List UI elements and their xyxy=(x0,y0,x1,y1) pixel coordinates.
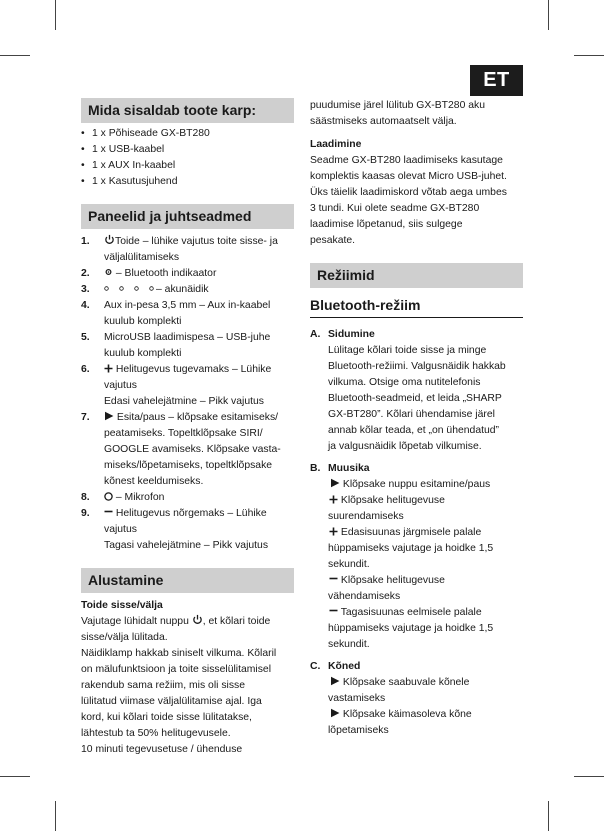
body-text: hüppamiseks vajutage ja hoidke 1,5 xyxy=(328,623,494,634)
item-text: – Mikrofon xyxy=(115,492,165,503)
play-icon xyxy=(330,478,340,488)
language-badge: ET xyxy=(470,65,523,96)
body-text: sisse/välja lülitada. xyxy=(81,632,168,643)
item-text: Helitugevus nõrgemaks – Lühike xyxy=(115,508,267,519)
plus-icon xyxy=(104,364,113,373)
body-text: Näidiklamp hakkab siniselt vilkuma. Kõlaril xyxy=(81,648,277,659)
play-icon xyxy=(104,411,114,421)
power-subheading: Toide sisse/välja xyxy=(81,600,163,611)
dot-icon xyxy=(104,286,109,291)
item-text: peatamiseks. Topeltklõpsake SIRI/ xyxy=(104,428,263,439)
left-column xyxy=(81,98,294,758)
item-text: GOOGLE avamiseks. Klõpsake vasta- xyxy=(104,444,281,455)
panels-heading: Paneelid ja juhtseadmed xyxy=(81,204,294,229)
crop-mark xyxy=(55,0,56,30)
list-item xyxy=(81,330,294,362)
list-item xyxy=(81,506,294,554)
list-item xyxy=(81,362,294,410)
item-text: MicroUSB laadimispesa – USB-juhe xyxy=(104,332,271,343)
dot-icon xyxy=(149,286,154,291)
calls-subheading: Kõned xyxy=(328,661,361,672)
item-text: – Bluetooth indikaator xyxy=(115,268,217,279)
body-text: vähendamiseks xyxy=(328,591,401,602)
body-text: vastamiseks xyxy=(328,693,386,704)
minus-icon xyxy=(104,507,113,516)
charging-subheading: Laadimine xyxy=(310,139,362,150)
body-text: 10 minuti tegevusetuse / ühenduse xyxy=(81,744,243,755)
battery-dots-icon xyxy=(104,284,156,295)
body-text: Üks täielik laadimiskord võtab aega umbes xyxy=(310,187,507,198)
body-text: ja valgusnäidik lõpetab vilkumise. xyxy=(328,441,482,452)
body-text: pesakate. xyxy=(310,235,356,246)
item-text: kuulub komplekti xyxy=(104,348,182,359)
body-text: lõpetamiseks xyxy=(328,725,389,736)
body-text: , et kõlari toide xyxy=(202,616,271,627)
list-item: • 1 x Kasutusjuhend xyxy=(81,174,294,190)
play-icon xyxy=(330,676,340,686)
charging-section xyxy=(310,137,523,249)
item-text: kuulub komplekti xyxy=(104,316,182,327)
body-text: Seadme GX-BT280 laadimiseks kasutage xyxy=(310,155,503,166)
body-text: annab kõlar teada, et „on ühendatud” xyxy=(328,425,499,436)
minus-icon xyxy=(329,606,338,615)
play-icon xyxy=(330,708,340,718)
dot-icon xyxy=(119,286,124,291)
item-text: vajutus xyxy=(104,524,137,535)
pairing-subheading: Sidumine xyxy=(328,329,375,340)
crop-mark xyxy=(548,801,549,831)
minus-icon xyxy=(329,574,338,583)
item-number: 2. xyxy=(81,268,90,279)
crop-mark xyxy=(0,55,30,56)
plus-icon xyxy=(329,495,338,504)
crop-mark xyxy=(0,776,30,777)
plus-icon xyxy=(329,527,338,536)
power-section xyxy=(81,598,294,758)
crop-mark xyxy=(574,776,604,777)
list-item xyxy=(310,327,523,455)
power-icon xyxy=(104,234,115,245)
list-item: • 1 x Põhiseade GX-BT280 xyxy=(81,126,294,142)
body-text: kord, kui kõlari toide sisse lülitatakse, xyxy=(81,712,252,723)
body-text: säästmiseks automaatselt välja. xyxy=(310,116,457,127)
body-text: Klõpsake käimasoleva kõne xyxy=(342,709,472,720)
item-text: Esita/paus – klõpsake esitamiseks/ xyxy=(116,412,279,423)
list-item: • 1 x AUX In-kaabel xyxy=(81,158,294,174)
item-text: Tagasi vahelejätmine – Pikk vajutus xyxy=(104,540,269,551)
item-number: 9. xyxy=(81,508,90,519)
body-text: sekundit. xyxy=(328,559,370,570)
item-text: Toide – lühike vajutus toite sisse- ja xyxy=(115,236,278,247)
body-text: Klõpsake helitugevuse xyxy=(340,495,445,506)
item-number: 8. xyxy=(81,492,90,503)
item-text: miseks/lõpetamiseks, topeltklõpsake xyxy=(104,460,273,471)
body-text: laadimise lõpetanud, siis sulgege xyxy=(310,219,463,230)
list-item xyxy=(310,461,523,653)
body-text: vilkuma. Otsige oma nutitelefonis xyxy=(328,377,481,388)
bluetooth-steps xyxy=(310,327,523,739)
list-item xyxy=(81,410,294,490)
list-item xyxy=(81,282,294,298)
item-letter: A. xyxy=(310,329,321,340)
body-text: Klõpsake nuppu esitamine/paus xyxy=(342,479,491,490)
music-subheading: Muusika xyxy=(328,463,370,474)
body-text: Tagasisuunas eelmisele palale xyxy=(340,607,482,618)
body-text: 3 tundi. Kui olete seadme GX-BT280 xyxy=(310,203,480,214)
item-number: 3. xyxy=(81,284,90,295)
body-text: rakendub sama režiim, mis oli sisse xyxy=(81,680,245,691)
modes-heading: Režiimid xyxy=(310,263,523,288)
right-column xyxy=(310,98,523,745)
box-contents-heading: Mida sisaldab toote karp: xyxy=(81,98,294,123)
item-text: vajutus xyxy=(104,380,137,391)
item-letter: B. xyxy=(310,463,321,474)
body-text: hüppamiseks vajutage ja hoidke 1,5 xyxy=(328,543,494,554)
item-text: kõnest keeldumiseks. xyxy=(104,476,204,487)
bluetooth-mode-heading: Bluetooth-režiim xyxy=(310,296,523,318)
item-number: 4. xyxy=(81,300,90,311)
body-text: Lülitage kõlari toide sisse ja minge xyxy=(328,345,487,356)
body-text: lülitatud viimase väljalülitamise ajal. Iga xyxy=(81,696,262,707)
item-number: 6. xyxy=(81,364,90,375)
microphone-icon xyxy=(104,492,113,501)
body-text: on mälufunktsioon ja toite sisselülitamisel xyxy=(81,664,272,675)
body-text: lähtestub ta 50% helitugevusele. xyxy=(81,728,231,739)
crop-mark xyxy=(548,0,549,30)
item-number: 1. xyxy=(81,236,90,247)
list-item xyxy=(310,659,523,739)
item-text: Edasi vahelejätmine – Pikk vajutus xyxy=(104,396,264,407)
item-text: Aux in-pesa 3,5 mm – Aux in-kaabel xyxy=(104,300,271,311)
panels-list xyxy=(81,234,294,554)
dot-icon xyxy=(134,286,139,291)
item-text: – akunäidik xyxy=(156,284,209,295)
bluetooth-indicator-icon xyxy=(104,267,113,277)
list-item xyxy=(81,266,294,282)
item-text: väljalülitamiseks xyxy=(104,252,180,263)
body-text: Edasisuunas järgmisele palale xyxy=(340,527,482,538)
item-number: 5. xyxy=(81,332,90,343)
body-text: Bluetooth-seadmeid, et leida „SHARP xyxy=(328,393,502,404)
body-text: Vajutage lühidalt nuppu xyxy=(81,616,189,627)
box-contents-list xyxy=(81,126,294,190)
list-item: • 1 x USB-kaabel xyxy=(81,142,294,158)
body-text: Klõpsake saabuvale kõnele xyxy=(342,677,470,688)
body-text: suurendamiseks xyxy=(328,511,404,522)
list-item xyxy=(81,234,294,266)
crop-mark xyxy=(574,55,604,56)
crop-mark xyxy=(55,801,56,831)
body-text: komplektis kaasas olevat Micro USB-juhet. xyxy=(310,171,507,182)
item-number: 7. xyxy=(81,412,90,423)
power-icon xyxy=(192,614,203,625)
item-letter: C. xyxy=(310,661,321,672)
body-text: sekundit. xyxy=(328,639,370,650)
body-text: Bluetooth-režiimi. Valgusnäidik hakkab xyxy=(328,361,506,372)
body-text: puudumise järel lülitub GX-BT280 aku xyxy=(310,100,486,111)
list-item xyxy=(81,490,294,506)
item-text: Helitugevus tugevamaks – Lühike xyxy=(115,364,272,375)
list-item xyxy=(81,298,294,330)
body-text: GX-BT280”. Kõlari ühendamise järel xyxy=(328,409,495,420)
getting-started-heading: Alustamine xyxy=(81,568,294,593)
body-text: Klõpsake helitugevuse xyxy=(340,575,445,586)
